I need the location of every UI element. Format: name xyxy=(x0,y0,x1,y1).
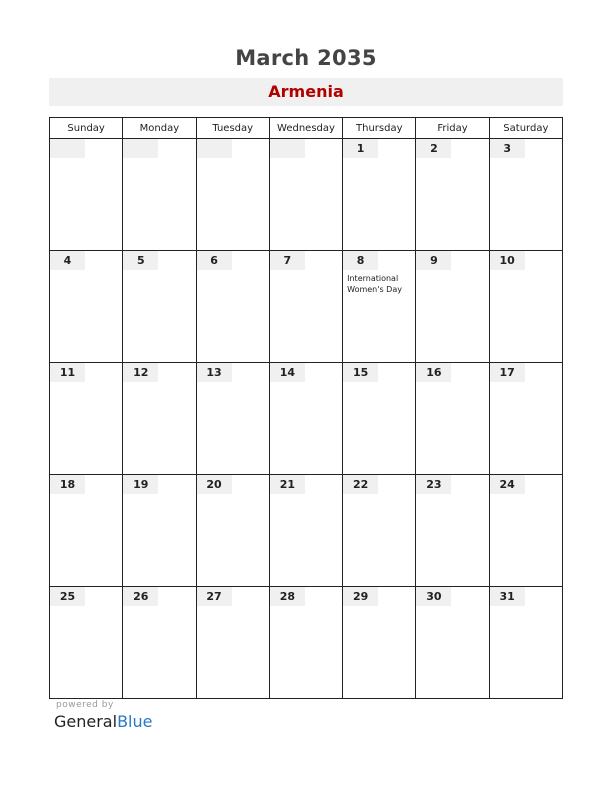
brand-logo xyxy=(54,712,152,731)
day-number xyxy=(50,139,85,158)
page-title: March 2035 xyxy=(235,46,377,70)
day-number: 19 xyxy=(123,475,158,494)
day-cell xyxy=(50,587,123,699)
day-number: 21 xyxy=(270,475,305,494)
day-number xyxy=(123,139,158,158)
powered-by-text: powered by xyxy=(56,700,114,710)
country-banner xyxy=(49,78,563,106)
day-cell xyxy=(123,139,196,251)
day-cell xyxy=(416,475,489,587)
day-cell xyxy=(269,475,342,587)
brand-logo-part2: Blue xyxy=(117,712,153,731)
day-number: 24 xyxy=(490,475,525,494)
day-number: 3 xyxy=(490,139,525,158)
country-name: Armenia xyxy=(268,82,344,101)
day-cell xyxy=(269,363,342,475)
day-number: 25 xyxy=(50,587,85,606)
day-cell xyxy=(196,139,269,251)
weekday-header: Tuesday xyxy=(196,118,269,139)
weekday-header: Saturday xyxy=(489,118,562,139)
week-row xyxy=(50,587,563,699)
day-number: 29 xyxy=(343,587,378,606)
day-cell xyxy=(50,363,123,475)
day-cell xyxy=(416,139,489,251)
day-cell xyxy=(50,251,123,363)
day-cell xyxy=(343,139,416,251)
day-number: 7 xyxy=(270,251,305,270)
day-number: 14 xyxy=(270,363,305,382)
week-row xyxy=(50,139,563,251)
day-number: 23 xyxy=(416,475,451,494)
day-number: 6 xyxy=(197,251,232,270)
day-cell xyxy=(269,139,342,251)
day-cell xyxy=(489,251,562,363)
week-row xyxy=(50,475,563,587)
day-cell xyxy=(50,139,123,251)
day-number xyxy=(197,139,232,158)
day-number: 18 xyxy=(50,475,85,494)
day-number: 9 xyxy=(416,251,451,270)
day-cell xyxy=(489,475,562,587)
day-number: 16 xyxy=(416,363,451,382)
day-number: 28 xyxy=(270,587,305,606)
day-cell xyxy=(123,363,196,475)
weekday-header: Monday xyxy=(123,118,196,139)
day-number: 26 xyxy=(123,587,158,606)
day-number: 10 xyxy=(490,251,525,270)
day-number: 27 xyxy=(197,587,232,606)
day-cell xyxy=(416,251,489,363)
weekday-header: Wednesday xyxy=(269,118,342,139)
day-number: 5 xyxy=(123,251,158,270)
day-number: 17 xyxy=(490,363,525,382)
holiday-label: International Women's Day xyxy=(347,274,402,294)
day-number: 31 xyxy=(490,587,525,606)
day-cell xyxy=(196,251,269,363)
weekday-header-row xyxy=(50,118,563,139)
day-cell xyxy=(50,475,123,587)
day-number: 4 xyxy=(50,251,85,270)
day-cell xyxy=(489,587,562,699)
day-number: 15 xyxy=(343,363,378,382)
day-cell xyxy=(343,587,416,699)
day-number: 20 xyxy=(197,475,232,494)
day-cell xyxy=(123,251,196,363)
weekday-header: Sunday xyxy=(50,118,123,139)
day-number: 11 xyxy=(50,363,85,382)
day-number: 22 xyxy=(343,475,378,494)
day-cell xyxy=(343,251,416,363)
day-cell xyxy=(269,587,342,699)
day-cell xyxy=(416,363,489,475)
weekday-header: Thursday xyxy=(343,118,416,139)
day-cell xyxy=(343,363,416,475)
day-cell xyxy=(196,587,269,699)
day-cell xyxy=(196,363,269,475)
day-number: 8 xyxy=(343,251,378,270)
brand-logo-part1: General xyxy=(54,712,118,731)
day-cell xyxy=(269,251,342,363)
day-cell xyxy=(123,587,196,699)
day-number: 13 xyxy=(197,363,232,382)
week-row xyxy=(50,363,563,475)
day-cell xyxy=(489,363,562,475)
day-cell xyxy=(123,475,196,587)
calendar-body xyxy=(50,139,563,699)
day-cell xyxy=(196,475,269,587)
day-number: 30 xyxy=(416,587,451,606)
day-number: 12 xyxy=(123,363,158,382)
weekday-header: Friday xyxy=(416,118,489,139)
calendar-grid xyxy=(49,117,563,699)
day-number: 1 xyxy=(343,139,378,158)
day-number: 2 xyxy=(416,139,451,158)
week-row xyxy=(50,251,563,363)
day-cell xyxy=(416,587,489,699)
day-cell xyxy=(489,139,562,251)
day-cell xyxy=(343,475,416,587)
day-number xyxy=(270,139,305,158)
